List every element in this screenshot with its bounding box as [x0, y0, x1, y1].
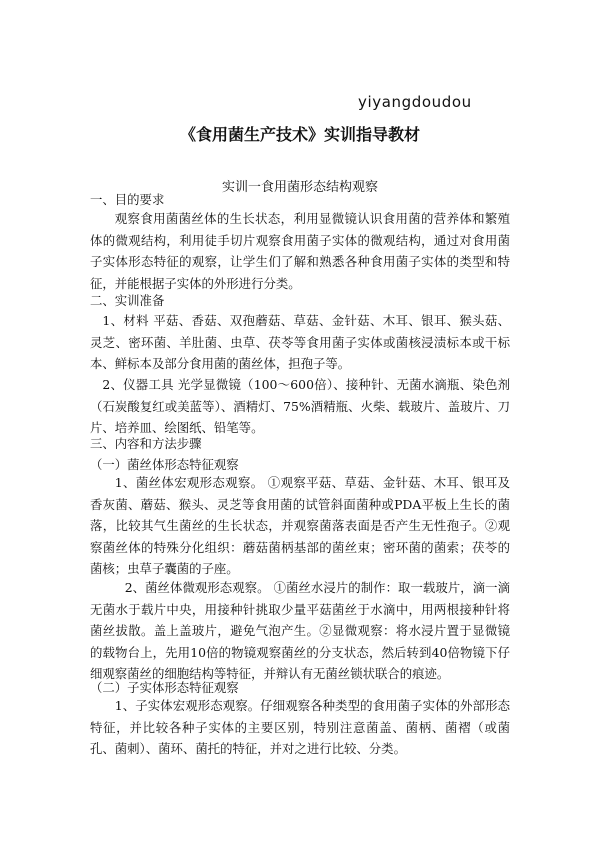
section-title: 实训一食用菌形态结构观察	[221, 180, 378, 195]
heading-objectives: 一、目的要求	[90, 192, 165, 207]
document-title: 《食用菌生产技术》实训指导教材	[179, 125, 420, 144]
paragraph-mycelium-macro: 1、菌丝体宏观形态观察。 ①观察平菇、草菇、金针菇、木耳、银耳及香灰菌、蘑菇、猴头、灵芝等食用菌的试管斜面菌种或PDA平板上生长的菌落，比较其气生菌丝的生长状态，并观察菌落表面是否产生无性孢子。②观察菌丝体的特殊分化组织：蘑菇菌柄基部的菌丝束；密环菌的菌索；茯苓的菌核；虫草子囊菌的子座。	[90, 475, 510, 577]
paragraph-fruiting-body-macro: 1、子实体宏观形态观察。仔细观察各种类型的食用菌子实体的外部形态特征，并比较各种子实体的主要区别，特别注意菌盖、菌柄、菌褶（或菌孔、菌刺）、菌环、菌托的特征，并对之进行比较、分类。	[90, 698, 510, 757]
heading-procedure: 三、内容和方法步骤	[90, 436, 202, 451]
paragraph-objectives: 观察食用菌菌丝体的生长状态，利用显微镜认识食用菌的营养体和繁殖体的微观结构，利用徒手切片观察食用菌子实体的微观结构，通过对食用菌子实体形态特征的观察，让学生们了解和熟悉各种食用菌子实体的类型和特征，并能根据子实体的外形进行分类。	[90, 211, 510, 291]
subheading-mycelium: （一）菌丝体形态特征观察	[90, 457, 239, 472]
heading-preparation: 二、实训准备	[90, 293, 165, 308]
subheading-fruiting-body: （二）子实体形态特征观察	[90, 680, 239, 695]
watermark-text: yiyangdoudou	[358, 93, 472, 111]
paragraph-mycelium-micro: 2、菌丝体微观形态观察。 ①菌丝水浸片的制作：取一载玻片，滴一滴无菌水于载片中央，用接种针挑取少量平菇菌丝于水滴中，用两根接种针将菌丝拔散。盖上盖玻片，避免气泡产生。②显微观察：将水浸片置于显微镜的载物台上，先用10倍的物镜观察菌丝的分支状态，然后转到40倍物镜下仔细观察菌丝的细胞结构等特征，并辩认有无菌丝锁状联合的痕迹。	[90, 580, 510, 682]
paragraph-materials: 1、材料 平菇、香菇、双孢蘑菇、草菇、金针菇、木耳、银耳、猴头菇、灵芝、密环菌、羊肚菌、虫草、茯苓等食用菌子实体或菌核浸渍标本或干标本、鲜标本及部分食用菌的菌丝体，担孢子等。	[90, 313, 510, 372]
paragraph-instruments: 2、仪器工具 光学显微镜（100～600倍）、接种针、无菌水滴瓶、染色剂（石炭酸复红或美蓝等）、酒精灯、75%酒精瓶、火柴、载玻片、盖玻片、刀片、培养皿、绘图纸、铅笔等。	[90, 377, 510, 436]
